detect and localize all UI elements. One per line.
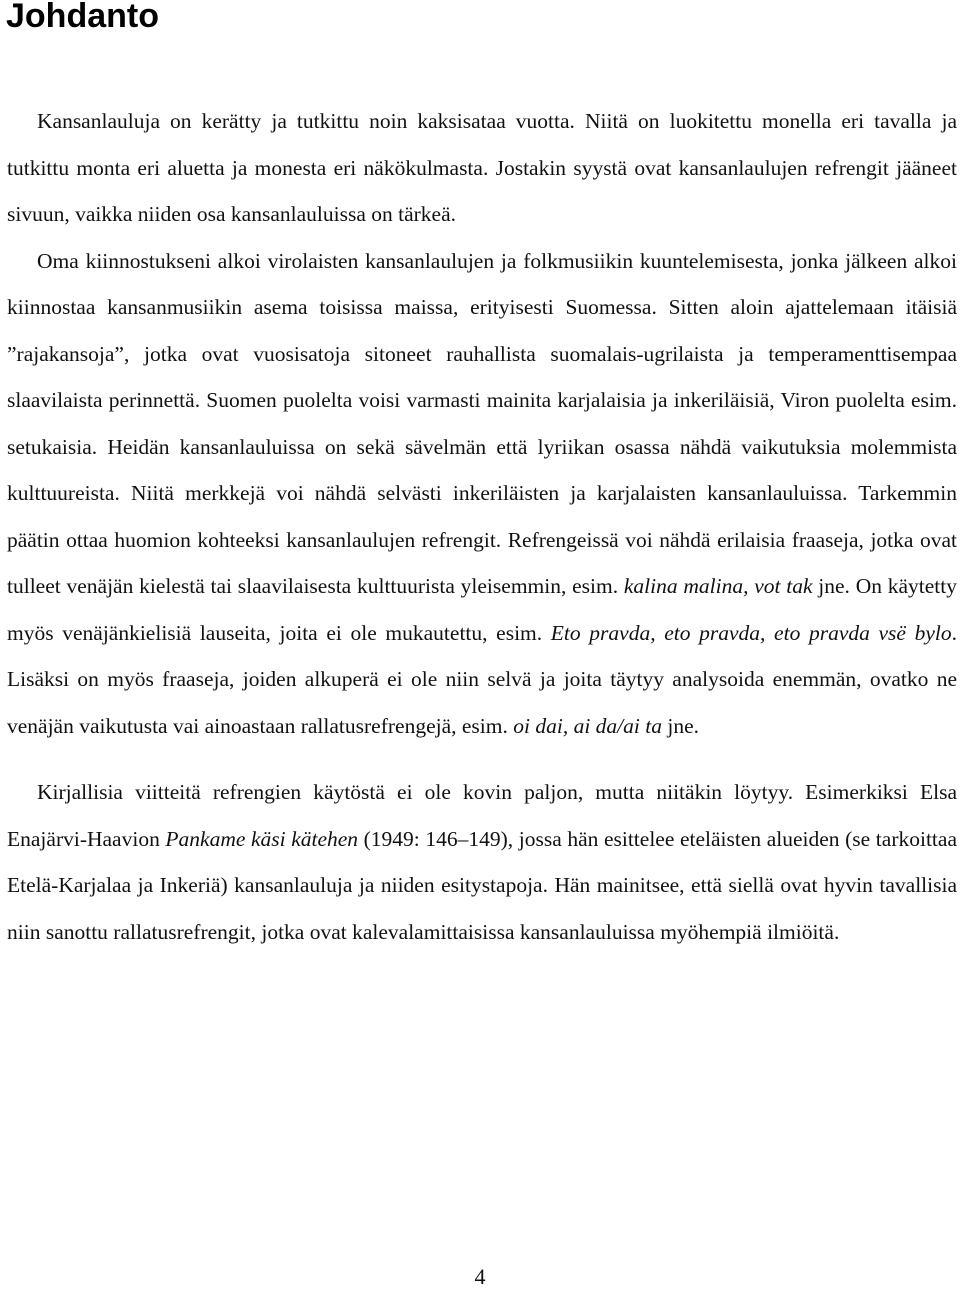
example-phrase-1: kalina malina, vot tak (623, 574, 813, 598)
paragraph-2-segment-4: jne. (661, 713, 699, 738)
paragraph-2-segment-3: . Lisäksi on myös fraaseja, joiden alkuperä ei ole niin selvä ja joita täytyy analysoida enemmän, ovatko ne venäjän vaikutusta vai ainoastaan rallatusrefrengejä, esim. (7, 620, 957, 738)
paragraph-3-segment-1: Kirjallisia viitteitä refrengien käytöstä ei ole kovin paljon, mutta niitäkin löytyy. Esimerkiksi Elsa Enajärvi-Haavion (7, 780, 957, 851)
page-number: 4 (474, 1264, 486, 1289)
paragraph-1 (7, 98, 957, 238)
paragraph-3-segment-2: (1949: 146–149), jossa hän esittelee eteläisten alueiden (se tarkoittaa Etelä-Karjalaa ja Inkeriä) kansanlauluja ja niiden esitystapoja. Hän mainitsee, että siellä ovat hyvin tavallisia niin sanottu rallatusrefrengit, jotka ovat kalevalamittaisissa kansanlauluissa myöhempiä ilmiöitä. (7, 826, 957, 944)
paragraph-1-text: Kansanlauluja on kerätty ja tutkittu noin kaksisataa vuotta. Niitä on luokitettu monella eri tavalla ja tutkittu monta eri aluetta ja monesta eri näkökulmasta. Jostakin syystä ovat kansanlaulujen refrengit jääneet sivuun, vaikka niiden osa kansanlauluissa on tärkeä. (7, 109, 957, 226)
paragraph-2-segment-1: Oma kiinnostukseni alkoi virolaisten kansanlaulujen ja folkmusiikin kuuntelemisesta, jonka jälkeen alkoi kiinnostaa kansanmusiikin asema toisissa maissa, erityisesti Suomessa. Sitten aloin ajattelemaan itäisiä ”rajakansoja”, jotka ovat vuosisatoja sitoneet rauhallista suomalais-ugrilaista ja temperamenttisempaa slaavilaista perinnettä. Suomen puolelta voisi varmasti mainita karjalaisia ja inkeriläisiä, Viron puolelta esim. setukaisia. Heidän kansanlauluissa on sekä sävelmän että lyriikan osassa nähdä vaikutuksia molemmista kulttuureista. Niitä merkkejä voi nähdä selvästi inkeriläisten ja karjalaisten kansanlauluissa. Tarkemmin päätin ottaa huomion kohteeksi kansanlaulujen refrengit. Refrengeissä voi nähdä erilaisia fraaseja, jotka ovat tulleet venäjän kielestä tai slaavilaisesta kulttuurista yleisemmin, esim. (7, 248, 957, 598)
section-heading: Johdanto (6, 0, 159, 35)
example-phrase-2: Eto pravda, eto pravda, eto pravda vsë bylo (550, 620, 952, 645)
body-text (7, 98, 957, 955)
paragraph-3 (7, 769, 957, 955)
example-phrase-3: oi dai, ai da/ai ta (513, 713, 662, 738)
paragraph-2-segment-2: jne. On käytetty myös venäjänkielisiä lauseita, joita ei ole mukautettu, esim. (7, 574, 957, 645)
paragraph-2 (7, 238, 957, 750)
book-title: Pankame käsi kätehen (165, 826, 359, 851)
